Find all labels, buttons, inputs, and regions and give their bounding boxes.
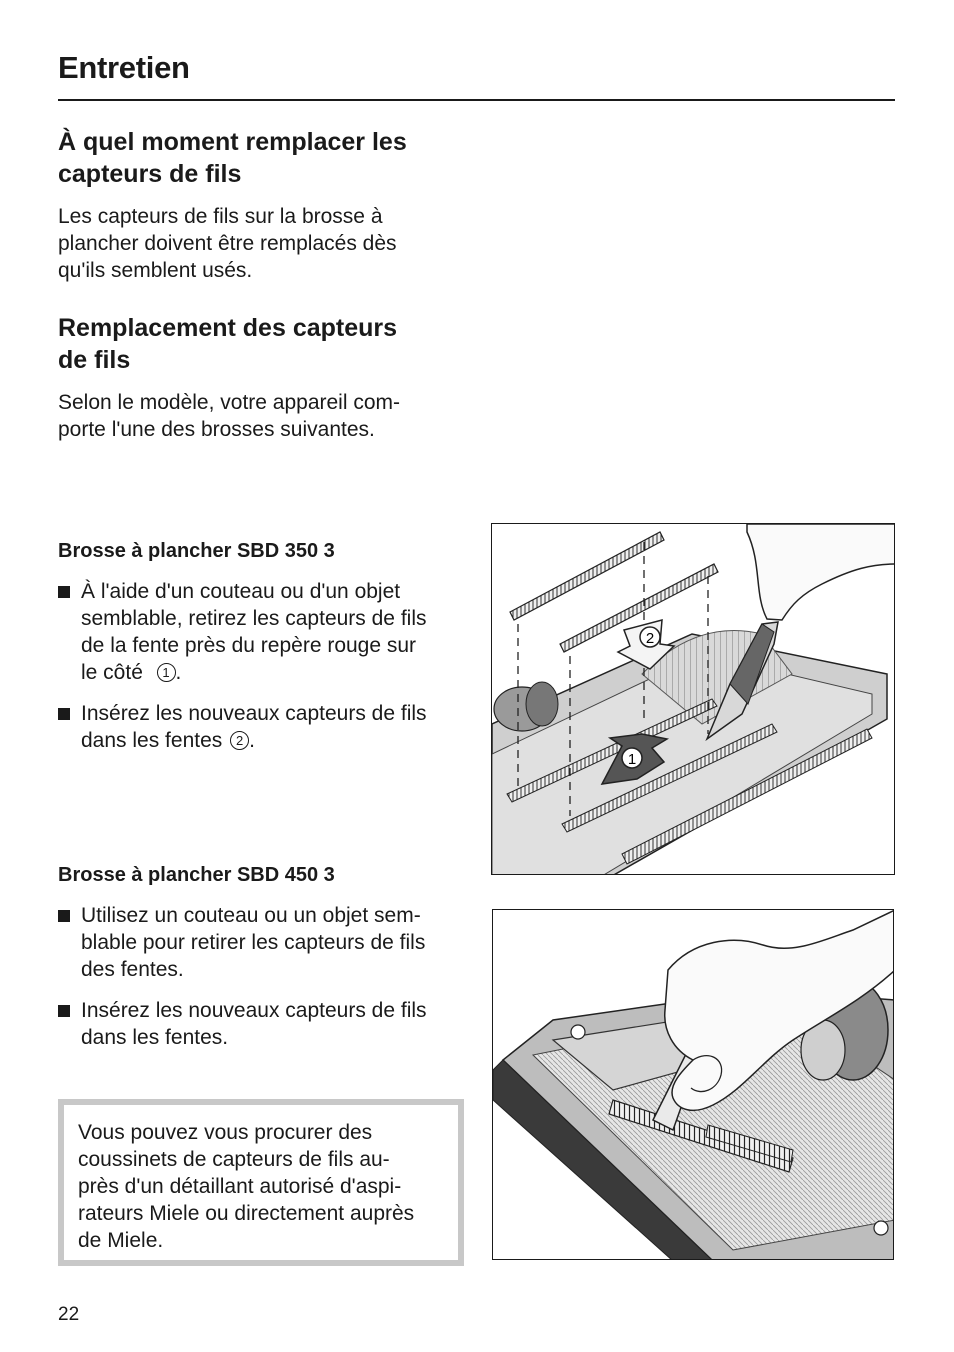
figure-callout-2: 2 (645, 630, 655, 647)
text-line: Les capteurs de fils sur la brosse à (58, 205, 383, 228)
text-line: plancher doivent être remplacés dès (58, 232, 397, 255)
bullet-square (58, 1005, 70, 1017)
bullet-square (58, 586, 70, 598)
note-line: de Miele. (78, 1229, 164, 1252)
punctuation: . (175, 661, 182, 684)
heading-line: capteurs de fils (58, 160, 242, 188)
text-line: blable pour retirer les capteurs de fils (81, 931, 426, 954)
text-line: de la fente près du repère rouge sur (81, 634, 417, 657)
section-text-when-replace (58, 203, 458, 284)
section-heading-replacement (58, 312, 478, 376)
text-line: À l'aide d'un couteau ou d'un objet (81, 580, 401, 603)
heading-line: Remplacement des capteurs (58, 314, 398, 342)
subheading-sbd450: Brosse à plancher SBD 450 3 (58, 864, 335, 886)
title-rule (58, 99, 895, 101)
bullet-square (58, 910, 70, 922)
subheading-sbd350: Brosse à plancher SBD 350 3 (58, 540, 335, 562)
figure-callout-1: 1 (627, 751, 637, 768)
page-title: Entretien (58, 50, 190, 85)
text-line: dans les fentes (81, 729, 223, 752)
text-line: porte l'une des brosses suivantes. (58, 418, 375, 441)
section-heading-when-replace (58, 126, 478, 190)
text-line: des fentes. (81, 958, 184, 981)
bullet-square (58, 708, 70, 720)
note-line: coussinets de capteurs de fils au- (78, 1148, 390, 1171)
page-number: 22 (58, 1304, 80, 1325)
callout-marker-1: 1 (157, 663, 176, 682)
brush-illustration-sbd350 (492, 524, 895, 875)
text-line: semblable, retirez les capteurs de fils (81, 607, 427, 630)
note-line: rateurs Miele ou directement auprès (78, 1202, 415, 1225)
text-line: Utilisez un couteau ou un objet sem- (81, 904, 421, 927)
punctuation: . (249, 729, 255, 752)
text-line: Selon le modèle, votre appareil com- (58, 391, 401, 414)
bullet-sbd450-remove (58, 902, 468, 983)
note-box (58, 1099, 464, 1266)
heading-line: À quel moment remplacer les (58, 128, 407, 156)
note-line: près d'un détaillant autorisé d'aspi- (78, 1175, 402, 1198)
bullet-sbd450-insert (58, 997, 468, 1051)
text-line: Insérez les nouveaux capteurs de fils (81, 702, 427, 725)
brush-illustration-sbd450 (493, 910, 894, 1260)
heading-line: de fils (58, 346, 131, 374)
note-line: Vous pouvez vous procurer des (78, 1121, 373, 1144)
text-line: dans les fentes. (81, 1026, 229, 1049)
figure-sbd450-brush (492, 909, 894, 1260)
text-line: le côté (81, 661, 143, 684)
bullet-sbd350-remove (58, 578, 468, 686)
callout-marker-2: 2 (230, 731, 249, 750)
text-line: qu'ils semblent usés. (58, 259, 253, 282)
text-line: Insérez les nouveaux capteurs de fils (81, 999, 427, 1022)
section-text-replacement (58, 389, 458, 443)
bullet-sbd350-insert (58, 700, 468, 754)
figure-sbd350-brush (491, 523, 895, 875)
